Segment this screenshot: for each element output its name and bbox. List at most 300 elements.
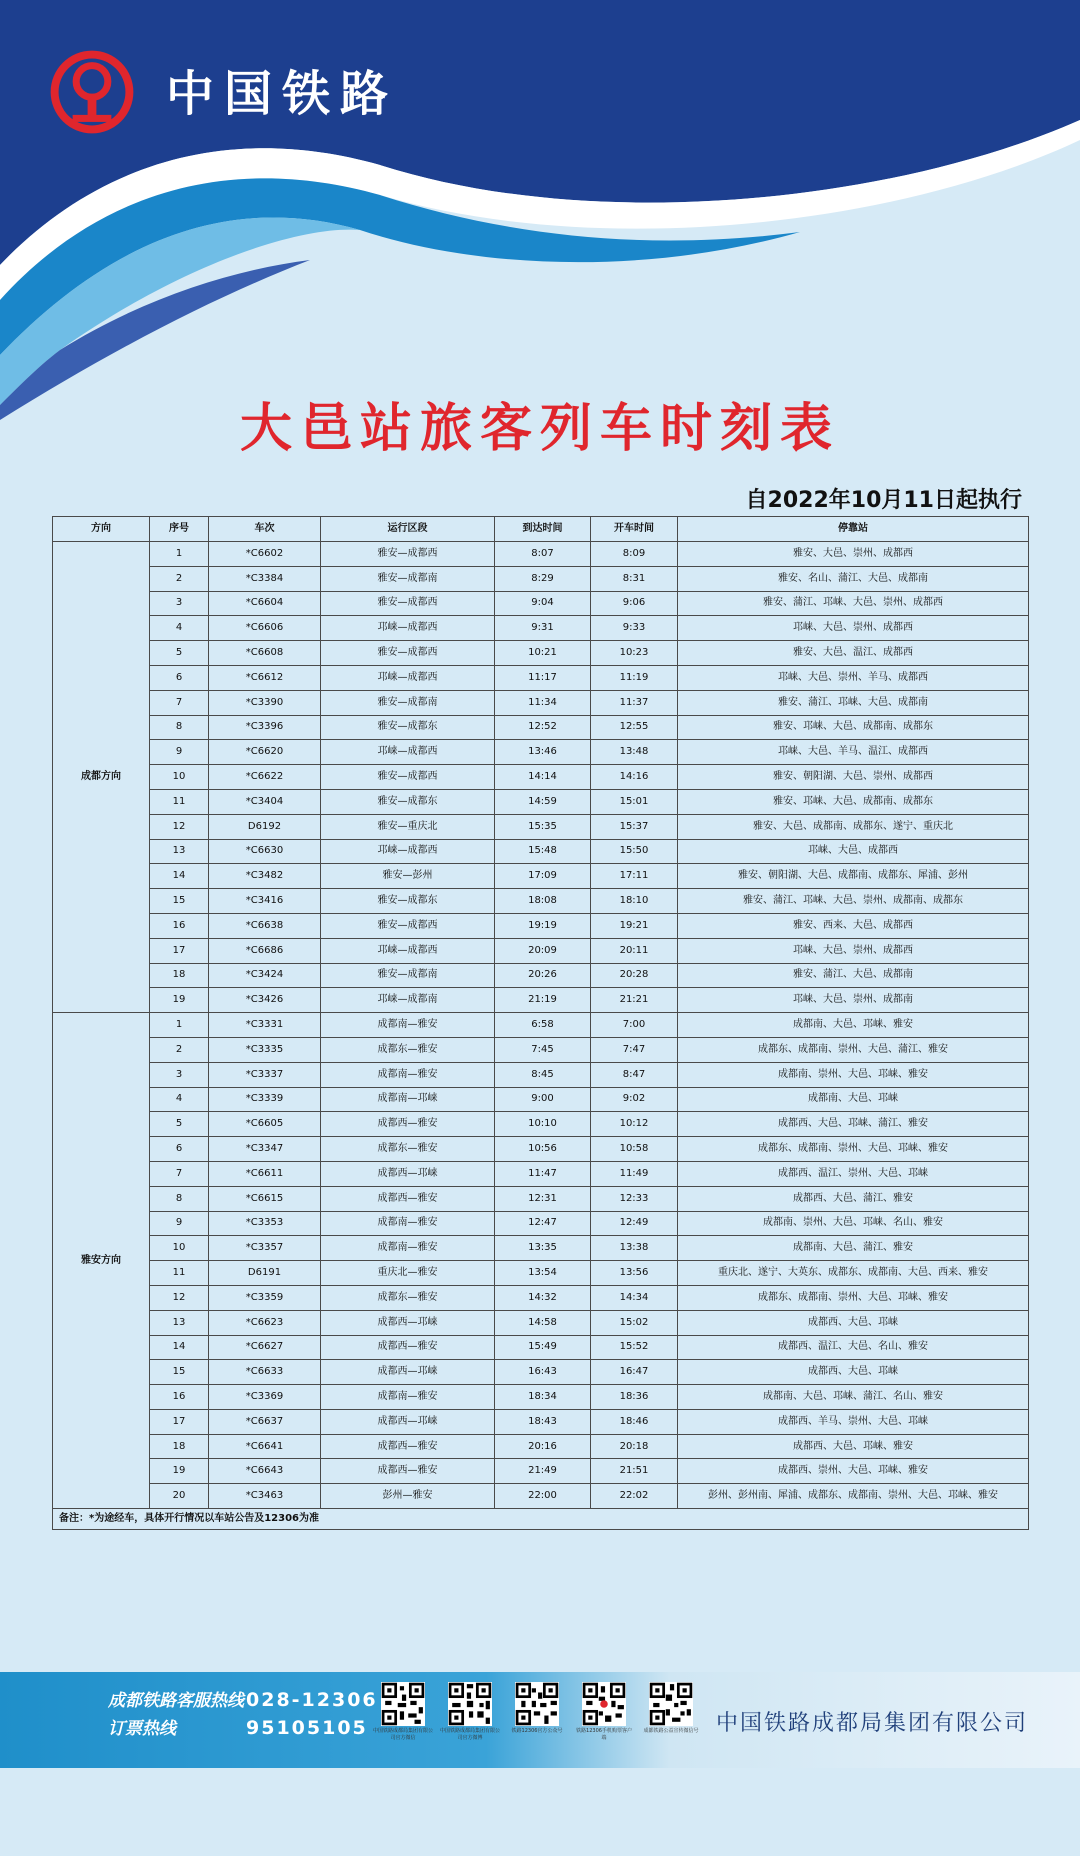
seq-cell: 12 bbox=[150, 1285, 209, 1310]
qr-caption: 中国铁路成都局集团有限公司官方微信 bbox=[373, 1728, 434, 1741]
section-cell: 邛崃—成都西 bbox=[321, 839, 495, 864]
section-cell: 邛崃—成都西 bbox=[321, 740, 495, 765]
seq-cell: 8 bbox=[150, 715, 209, 740]
train-number-cell: *C3424 bbox=[209, 963, 321, 988]
seq-cell: 15 bbox=[150, 889, 209, 914]
column-header-seq: 序号 bbox=[150, 517, 209, 542]
booking-number: 95105105 bbox=[246, 1717, 368, 1739]
qr-code-icon bbox=[381, 1682, 425, 1726]
departure-time-cell: 20:28 bbox=[591, 963, 678, 988]
seq-cell: 19 bbox=[150, 1459, 209, 1484]
train-number-cell: *C3353 bbox=[209, 1211, 321, 1236]
table-row bbox=[53, 1484, 1029, 1509]
departure-time-cell: 9:33 bbox=[591, 616, 678, 641]
stops-cell: 邛崃、大邑、崇州、羊马、成都西 bbox=[678, 665, 1029, 690]
departure-time-cell: 10:23 bbox=[591, 641, 678, 666]
hotline-number: 028-12306 bbox=[246, 1689, 378, 1711]
table-row bbox=[53, 542, 1029, 567]
table-row bbox=[53, 641, 1029, 666]
stops-cell: 彭州、彭州南、犀浦、成都东、成都南、崇州、大邑、邛崃、雅安 bbox=[678, 1484, 1029, 1509]
departure-time-cell: 20:11 bbox=[591, 938, 678, 963]
arrival-time-cell: 6:58 bbox=[495, 1013, 591, 1038]
section-cell: 雅安—成都南 bbox=[321, 566, 495, 591]
stops-cell: 成都东、成都南、崇州、大邑、蒲江、雅安 bbox=[678, 1037, 1029, 1062]
train-number-cell: *C3426 bbox=[209, 988, 321, 1013]
train-number-cell: *C6606 bbox=[209, 616, 321, 641]
seq-cell: 10 bbox=[150, 765, 209, 790]
seq-cell: 4 bbox=[150, 1087, 209, 1112]
departure-time-cell: 10:58 bbox=[591, 1137, 678, 1162]
stops-cell: 成都西、大邑、邛崃 bbox=[678, 1360, 1029, 1385]
train-number-cell: *C6633 bbox=[209, 1360, 321, 1385]
section-cell: 雅安—成都西 bbox=[321, 641, 495, 666]
seq-cell: 9 bbox=[150, 1211, 209, 1236]
seq-cell: 4 bbox=[150, 616, 209, 641]
stops-cell: 雅安、蒲江、邛崃、大邑、崇州、成都西 bbox=[678, 591, 1029, 616]
arrival-time-cell: 14:58 bbox=[495, 1310, 591, 1335]
stops-cell: 成都西、大邑、邛崃、雅安 bbox=[678, 1434, 1029, 1459]
table-row bbox=[53, 1459, 1029, 1484]
table-row bbox=[53, 1310, 1029, 1335]
china-railway-logo-icon bbox=[48, 48, 136, 136]
train-number-cell: *C3396 bbox=[209, 715, 321, 740]
train-number-cell: *C6623 bbox=[209, 1310, 321, 1335]
stops-cell: 邛崃、大邑、羊马、温江、成都西 bbox=[678, 740, 1029, 765]
section-cell: 重庆北—雅安 bbox=[321, 1261, 495, 1286]
hotline-label: 成都铁路客服热线 bbox=[108, 1691, 244, 1711]
section-cell: 雅安—重庆北 bbox=[321, 814, 495, 839]
stops-cell: 雅安、大邑、成都南、成都东、遂宁、重庆北 bbox=[678, 814, 1029, 839]
departure-time-cell: 12:55 bbox=[591, 715, 678, 740]
arrival-time-cell: 14:59 bbox=[495, 789, 591, 814]
arrival-time-cell: 10:56 bbox=[495, 1137, 591, 1162]
table-row bbox=[53, 1087, 1029, 1112]
stops-cell: 雅安、蒲江、大邑、成都南 bbox=[678, 963, 1029, 988]
section-cell: 成都西—雅安 bbox=[321, 1459, 495, 1484]
stops-cell: 成都南、大邑、邛崃 bbox=[678, 1087, 1029, 1112]
arrival-time-cell: 20:26 bbox=[495, 963, 591, 988]
stops-cell: 成都西、大邑、邛崃、蒲江、雅安 bbox=[678, 1112, 1029, 1137]
departure-time-cell: 22:02 bbox=[591, 1484, 678, 1509]
train-number-cell: *C3339 bbox=[209, 1087, 321, 1112]
section-cell: 邛崃—成都南 bbox=[321, 988, 495, 1013]
column-header-stops: 停靠站 bbox=[678, 517, 1029, 542]
stops-cell: 成都西、温江、大邑、名山、雅安 bbox=[678, 1335, 1029, 1360]
stops-cell: 成都西、羊马、崇州、大邑、邛崃 bbox=[678, 1409, 1029, 1434]
table-row bbox=[53, 1335, 1029, 1360]
train-number-cell: *C6612 bbox=[209, 665, 321, 690]
arrival-time-cell: 9:04 bbox=[495, 591, 591, 616]
arrival-time-cell: 15:35 bbox=[495, 814, 591, 839]
stops-cell: 成都南、大邑、蒲江、雅安 bbox=[678, 1236, 1029, 1261]
stops-cell: 雅安、朝阳湖、大邑、成都南、成都东、犀浦、彭州 bbox=[678, 864, 1029, 889]
footer-bottom-area bbox=[0, 1768, 1080, 1856]
stops-cell: 成都西、大邑、蒲江、雅安 bbox=[678, 1186, 1029, 1211]
arrival-time-cell: 10:10 bbox=[495, 1112, 591, 1137]
departure-time-cell: 11:37 bbox=[591, 690, 678, 715]
stops-cell: 成都南、崇州、大邑、邛崃、名山、雅安 bbox=[678, 1211, 1029, 1236]
table-row bbox=[53, 789, 1029, 814]
column-header-arrival: 到达时间 bbox=[495, 517, 591, 542]
seq-cell: 15 bbox=[150, 1360, 209, 1385]
train-number-cell: *C6615 bbox=[209, 1186, 321, 1211]
section-cell: 成都西—雅安 bbox=[321, 1112, 495, 1137]
departure-time-cell: 13:48 bbox=[591, 740, 678, 765]
seq-cell: 1 bbox=[150, 1013, 209, 1038]
departure-time-cell: 18:46 bbox=[591, 1409, 678, 1434]
arrival-time-cell: 17:09 bbox=[495, 864, 591, 889]
train-number-cell: *C6627 bbox=[209, 1335, 321, 1360]
departure-time-cell: 15:52 bbox=[591, 1335, 678, 1360]
section-cell: 成都东—雅安 bbox=[321, 1285, 495, 1310]
table-row bbox=[53, 665, 1029, 690]
arrival-time-cell: 21:49 bbox=[495, 1459, 591, 1484]
stops-cell: 雅安、朝阳湖、大邑、崇州、成都西 bbox=[678, 765, 1029, 790]
direction-cell: 雅安方向 bbox=[53, 1013, 150, 1509]
seq-cell: 1 bbox=[150, 542, 209, 567]
table-row bbox=[53, 1261, 1029, 1286]
seq-cell: 2 bbox=[150, 566, 209, 591]
stops-cell: 成都西、崇州、大邑、邛崃、雅安 bbox=[678, 1459, 1029, 1484]
section-cell: 成都西—雅安 bbox=[321, 1434, 495, 1459]
seq-cell: 13 bbox=[150, 1310, 209, 1335]
qr-code-3[interactable] bbox=[507, 1682, 567, 1735]
section-cell: 成都南—雅安 bbox=[321, 1236, 495, 1261]
table-row bbox=[53, 1137, 1029, 1162]
seq-cell: 14 bbox=[150, 1335, 209, 1360]
brand-name: 中国铁路 bbox=[166, 66, 399, 122]
table-row bbox=[53, 1013, 1029, 1038]
train-number-cell: D6191 bbox=[209, 1261, 321, 1286]
departure-time-cell: 14:16 bbox=[591, 765, 678, 790]
seq-cell: 9 bbox=[150, 740, 209, 765]
section-cell: 成都西—邛崃 bbox=[321, 1310, 495, 1335]
seq-cell: 12 bbox=[150, 814, 209, 839]
table-row bbox=[53, 1285, 1029, 1310]
seq-cell: 20 bbox=[150, 1484, 209, 1509]
page-title: 大邑站旅客列车时刻表 bbox=[239, 399, 840, 459]
train-number-cell: *C3359 bbox=[209, 1285, 321, 1310]
stops-cell: 邛崃、大邑、崇州、成都西 bbox=[678, 616, 1029, 641]
section-cell: 成都南—雅安 bbox=[321, 1013, 495, 1038]
train-number-cell: *C6608 bbox=[209, 641, 321, 666]
timetable-body bbox=[53, 542, 1029, 1509]
section-cell: 雅安—彭州 bbox=[321, 864, 495, 889]
seq-cell: 7 bbox=[150, 690, 209, 715]
departure-time-cell: 10:12 bbox=[591, 1112, 678, 1137]
departure-time-cell: 9:02 bbox=[591, 1087, 678, 1112]
arrival-time-cell: 18:43 bbox=[495, 1409, 591, 1434]
table-row bbox=[53, 1186, 1029, 1211]
section-cell: 成都西—邛崃 bbox=[321, 1161, 495, 1186]
stops-cell: 邛崃、大邑、崇州、成都南 bbox=[678, 988, 1029, 1013]
timetable bbox=[52, 516, 1029, 1530]
train-number-cell: *C3482 bbox=[209, 864, 321, 889]
departure-time-cell: 18:36 bbox=[591, 1385, 678, 1410]
departure-time-cell: 19:21 bbox=[591, 913, 678, 938]
train-number-cell: *C3384 bbox=[209, 566, 321, 591]
departure-time-cell: 13:38 bbox=[591, 1236, 678, 1261]
train-number-cell: *C3357 bbox=[209, 1236, 321, 1261]
seq-cell: 7 bbox=[150, 1161, 209, 1186]
departure-time-cell: 8:47 bbox=[591, 1062, 678, 1087]
qr-code-4[interactable] bbox=[574, 1682, 634, 1742]
stops-cell: 雅安、名山、蒲江、大邑、成都南 bbox=[678, 566, 1029, 591]
section-cell: 成都南—雅安 bbox=[321, 1062, 495, 1087]
departure-time-cell: 11:19 bbox=[591, 665, 678, 690]
qr-code-icon bbox=[448, 1682, 492, 1726]
departure-time-cell: 21:51 bbox=[591, 1459, 678, 1484]
table-row bbox=[53, 765, 1029, 790]
train-number-cell: *C6643 bbox=[209, 1459, 321, 1484]
table-row bbox=[53, 1112, 1029, 1137]
table-row bbox=[53, 913, 1029, 938]
seq-cell: 10 bbox=[150, 1236, 209, 1261]
stops-cell: 邛崃、大邑、崇州、成都西 bbox=[678, 938, 1029, 963]
train-number-cell: *C3416 bbox=[209, 889, 321, 914]
departure-time-cell: 15:37 bbox=[591, 814, 678, 839]
stops-cell: 成都南、崇州、大邑、邛崃、雅安 bbox=[678, 1062, 1029, 1087]
section-cell: 邛崃—成都西 bbox=[321, 665, 495, 690]
table-row bbox=[53, 1211, 1029, 1236]
train-number-cell: *C6630 bbox=[209, 839, 321, 864]
train-number-cell: *C6611 bbox=[209, 1161, 321, 1186]
seq-cell: 14 bbox=[150, 864, 209, 889]
departure-time-cell: 15:01 bbox=[591, 789, 678, 814]
seq-cell: 16 bbox=[150, 913, 209, 938]
column-header-direction: 方向 bbox=[53, 517, 150, 542]
table-row bbox=[53, 839, 1029, 864]
arrival-time-cell: 9:31 bbox=[495, 616, 591, 641]
train-number-cell: *C6620 bbox=[209, 740, 321, 765]
departure-time-cell: 20:18 bbox=[591, 1434, 678, 1459]
section-cell: 成都西—邛崃 bbox=[321, 1409, 495, 1434]
train-number-cell: *C6622 bbox=[209, 765, 321, 790]
qr-caption: 成都铁路公益宣传微信号 bbox=[643, 1728, 699, 1734]
departure-time-cell: 16:47 bbox=[591, 1360, 678, 1385]
table-row bbox=[53, 889, 1029, 914]
arrival-time-cell: 13:35 bbox=[495, 1236, 591, 1261]
section-cell: 成都东—雅安 bbox=[321, 1037, 495, 1062]
train-number-cell: *C3337 bbox=[209, 1062, 321, 1087]
table-row bbox=[53, 690, 1029, 715]
table-row bbox=[53, 1409, 1029, 1434]
arrival-time-cell: 22:00 bbox=[495, 1484, 591, 1509]
header-background bbox=[0, 0, 1080, 420]
arrival-time-cell: 14:32 bbox=[495, 1285, 591, 1310]
arrival-time-cell: 8:29 bbox=[495, 566, 591, 591]
stops-cell: 成都西、大邑、邛崃 bbox=[678, 1310, 1029, 1335]
section-cell: 邛崃—成都西 bbox=[321, 938, 495, 963]
departure-time-cell: 17:11 bbox=[591, 864, 678, 889]
seq-cell: 19 bbox=[150, 988, 209, 1013]
stops-cell: 成都东、成都南、崇州、大邑、邛崃、雅安 bbox=[678, 1137, 1029, 1162]
section-cell: 成都西—邛崃 bbox=[321, 1360, 495, 1385]
table-row bbox=[53, 814, 1029, 839]
section-cell: 成都南—雅安 bbox=[321, 1211, 495, 1236]
arrival-time-cell: 18:08 bbox=[495, 889, 591, 914]
table-header-row bbox=[53, 517, 1029, 542]
table-row bbox=[53, 1385, 1029, 1410]
departure-time-cell: 8:09 bbox=[591, 542, 678, 567]
departure-time-cell: 18:10 bbox=[591, 889, 678, 914]
stops-cell: 雅安、大邑、崇州、成都西 bbox=[678, 542, 1029, 567]
effective-date: 自2022年10月11日起执行 bbox=[745, 488, 1022, 513]
section-cell: 雅安—成都西 bbox=[321, 765, 495, 790]
departure-time-cell: 21:21 bbox=[591, 988, 678, 1013]
arrival-time-cell: 16:43 bbox=[495, 1360, 591, 1385]
table-row bbox=[53, 1434, 1029, 1459]
arrival-time-cell: 12:47 bbox=[495, 1211, 591, 1236]
seq-cell: 17 bbox=[150, 938, 209, 963]
table-row bbox=[53, 938, 1029, 963]
train-number-cell: *C3369 bbox=[209, 1385, 321, 1410]
table-row bbox=[53, 715, 1029, 740]
stops-cell: 重庆北、遂宁、大英东、成都东、成都南、大邑、西来、雅安 bbox=[678, 1261, 1029, 1286]
section-cell: 彭州—雅安 bbox=[321, 1484, 495, 1509]
arrival-time-cell: 9:00 bbox=[495, 1087, 591, 1112]
departure-time-cell: 12:49 bbox=[591, 1211, 678, 1236]
seq-cell: 2 bbox=[150, 1037, 209, 1062]
departure-time-cell: 7:00 bbox=[591, 1013, 678, 1038]
section-cell: 成都西—雅安 bbox=[321, 1186, 495, 1211]
train-number-cell: *C3331 bbox=[209, 1013, 321, 1038]
section-cell: 雅安—成都东 bbox=[321, 789, 495, 814]
departure-time-cell: 14:34 bbox=[591, 1285, 678, 1310]
section-cell: 雅安—成都南 bbox=[321, 963, 495, 988]
table-row bbox=[53, 740, 1029, 765]
table-row bbox=[53, 1062, 1029, 1087]
departure-time-cell: 12:33 bbox=[591, 1186, 678, 1211]
train-number-cell: *C3347 bbox=[209, 1137, 321, 1162]
train-number-cell: *C3390 bbox=[209, 690, 321, 715]
seq-cell: 18 bbox=[150, 963, 209, 988]
footer-bar bbox=[0, 1672, 1080, 1768]
departure-time-cell: 13:56 bbox=[591, 1261, 678, 1286]
qr-code-icon bbox=[582, 1682, 626, 1726]
seq-cell: 8 bbox=[150, 1186, 209, 1211]
stops-cell: 成都南、大邑、邛崃、蒲江、名山、雅安 bbox=[678, 1385, 1029, 1410]
qr-code-icon bbox=[515, 1682, 559, 1726]
stops-cell: 雅安、大邑、温江、成都西 bbox=[678, 641, 1029, 666]
section-cell: 雅安—成都西 bbox=[321, 913, 495, 938]
train-number-cell: *C6638 bbox=[209, 913, 321, 938]
seq-cell: 6 bbox=[150, 1137, 209, 1162]
arrival-time-cell: 11:34 bbox=[495, 690, 591, 715]
train-number-cell: *C6641 bbox=[209, 1434, 321, 1459]
qr-caption: 铁路12306官方公众号 bbox=[511, 1728, 563, 1734]
company-name: 中国铁路成都局集团有限公司 bbox=[716, 1711, 1029, 1736]
stops-cell: 雅安、邛崃、大邑、成都南、成都东 bbox=[678, 789, 1029, 814]
train-number-cell: D6192 bbox=[209, 814, 321, 839]
arrival-time-cell: 21:19 bbox=[495, 988, 591, 1013]
arrival-time-cell: 11:17 bbox=[495, 665, 591, 690]
stops-cell: 雅安、邛崃、大邑、成都南、成都东 bbox=[678, 715, 1029, 740]
section-cell: 邛崃—成都西 bbox=[321, 616, 495, 641]
arrival-time-cell: 18:34 bbox=[495, 1385, 591, 1410]
qr-caption: 中国铁路成都局集团有限公司官方微博 bbox=[440, 1728, 501, 1741]
seq-cell: 17 bbox=[150, 1409, 209, 1434]
departure-time-cell: 7:47 bbox=[591, 1037, 678, 1062]
arrival-time-cell: 14:14 bbox=[495, 765, 591, 790]
qr-code-2[interactable] bbox=[440, 1682, 500, 1742]
seq-cell: 3 bbox=[150, 1062, 209, 1087]
seq-cell: 5 bbox=[150, 641, 209, 666]
train-number-cell: *C3335 bbox=[209, 1037, 321, 1062]
seq-cell: 13 bbox=[150, 839, 209, 864]
arrival-time-cell: 15:49 bbox=[495, 1335, 591, 1360]
arrival-time-cell: 20:09 bbox=[495, 938, 591, 963]
table-row bbox=[53, 616, 1029, 641]
train-number-cell: *C6686 bbox=[209, 938, 321, 963]
arrival-time-cell: 7:45 bbox=[495, 1037, 591, 1062]
stops-cell: 成都西、温江、崇州、大邑、邛崃 bbox=[678, 1161, 1029, 1186]
arrival-time-cell: 8:07 bbox=[495, 542, 591, 567]
arrival-time-cell: 13:46 bbox=[495, 740, 591, 765]
train-number-cell: *C3463 bbox=[209, 1484, 321, 1509]
qr-code-icon bbox=[649, 1682, 693, 1726]
stops-cell: 邛崃、大邑、成都西 bbox=[678, 839, 1029, 864]
arrival-time-cell: 20:16 bbox=[495, 1434, 591, 1459]
table-row bbox=[53, 1236, 1029, 1261]
section-cell: 成都南—雅安 bbox=[321, 1385, 495, 1410]
table-row bbox=[53, 963, 1029, 988]
seq-cell: 5 bbox=[150, 1112, 209, 1137]
stops-cell: 雅安、西来、大邑、成都西 bbox=[678, 913, 1029, 938]
arrival-time-cell: 8:45 bbox=[495, 1062, 591, 1087]
table-note: 备注：*为途经车，具体开行情况以车站公告及12306为准 bbox=[53, 1509, 1029, 1530]
section-cell: 雅安—成都西 bbox=[321, 542, 495, 567]
section-cell: 成都西—雅安 bbox=[321, 1335, 495, 1360]
train-number-cell: *C6602 bbox=[209, 542, 321, 567]
arrival-time-cell: 13:54 bbox=[495, 1261, 591, 1286]
seq-cell: 11 bbox=[150, 1261, 209, 1286]
departure-time-cell: 15:50 bbox=[591, 839, 678, 864]
arrival-time-cell: 12:31 bbox=[495, 1186, 591, 1211]
table-row bbox=[53, 566, 1029, 591]
arrival-time-cell: 19:19 bbox=[495, 913, 591, 938]
table-row bbox=[53, 1360, 1029, 1385]
train-number-cell: *C3404 bbox=[209, 789, 321, 814]
departure-time-cell: 15:02 bbox=[591, 1310, 678, 1335]
train-number-cell: *C6605 bbox=[209, 1112, 321, 1137]
section-cell: 雅安—成都西 bbox=[321, 591, 495, 616]
departure-time-cell: 8:31 bbox=[591, 566, 678, 591]
table-row bbox=[53, 1037, 1029, 1062]
arrival-time-cell: 15:48 bbox=[495, 839, 591, 864]
arrival-time-cell: 12:52 bbox=[495, 715, 591, 740]
seq-cell: 18 bbox=[150, 1434, 209, 1459]
section-cell: 成都东—雅安 bbox=[321, 1137, 495, 1162]
booking-label: 订票热线 bbox=[108, 1719, 176, 1739]
departure-time-cell: 11:49 bbox=[591, 1161, 678, 1186]
table-row bbox=[53, 988, 1029, 1013]
column-header-train: 车次 bbox=[209, 517, 321, 542]
column-header-section: 运行区段 bbox=[321, 517, 495, 542]
direction-cell: 成都方向 bbox=[53, 542, 150, 1013]
table-row bbox=[53, 591, 1029, 616]
seq-cell: 6 bbox=[150, 665, 209, 690]
column-header-departure: 开车时间 bbox=[591, 517, 678, 542]
stops-cell: 雅安、蒲江、邛崃、大邑、崇州、成都南、成都东 bbox=[678, 889, 1029, 914]
arrival-time-cell: 11:47 bbox=[495, 1161, 591, 1186]
departure-time-cell: 9:06 bbox=[591, 591, 678, 616]
qr-code-5[interactable] bbox=[641, 1682, 701, 1735]
section-cell: 成都南—邛崃 bbox=[321, 1087, 495, 1112]
qr-code-1[interactable] bbox=[373, 1682, 433, 1742]
stops-cell: 雅安、蒲江、邛崃、大邑、成都南 bbox=[678, 690, 1029, 715]
train-number-cell: *C6604 bbox=[209, 591, 321, 616]
